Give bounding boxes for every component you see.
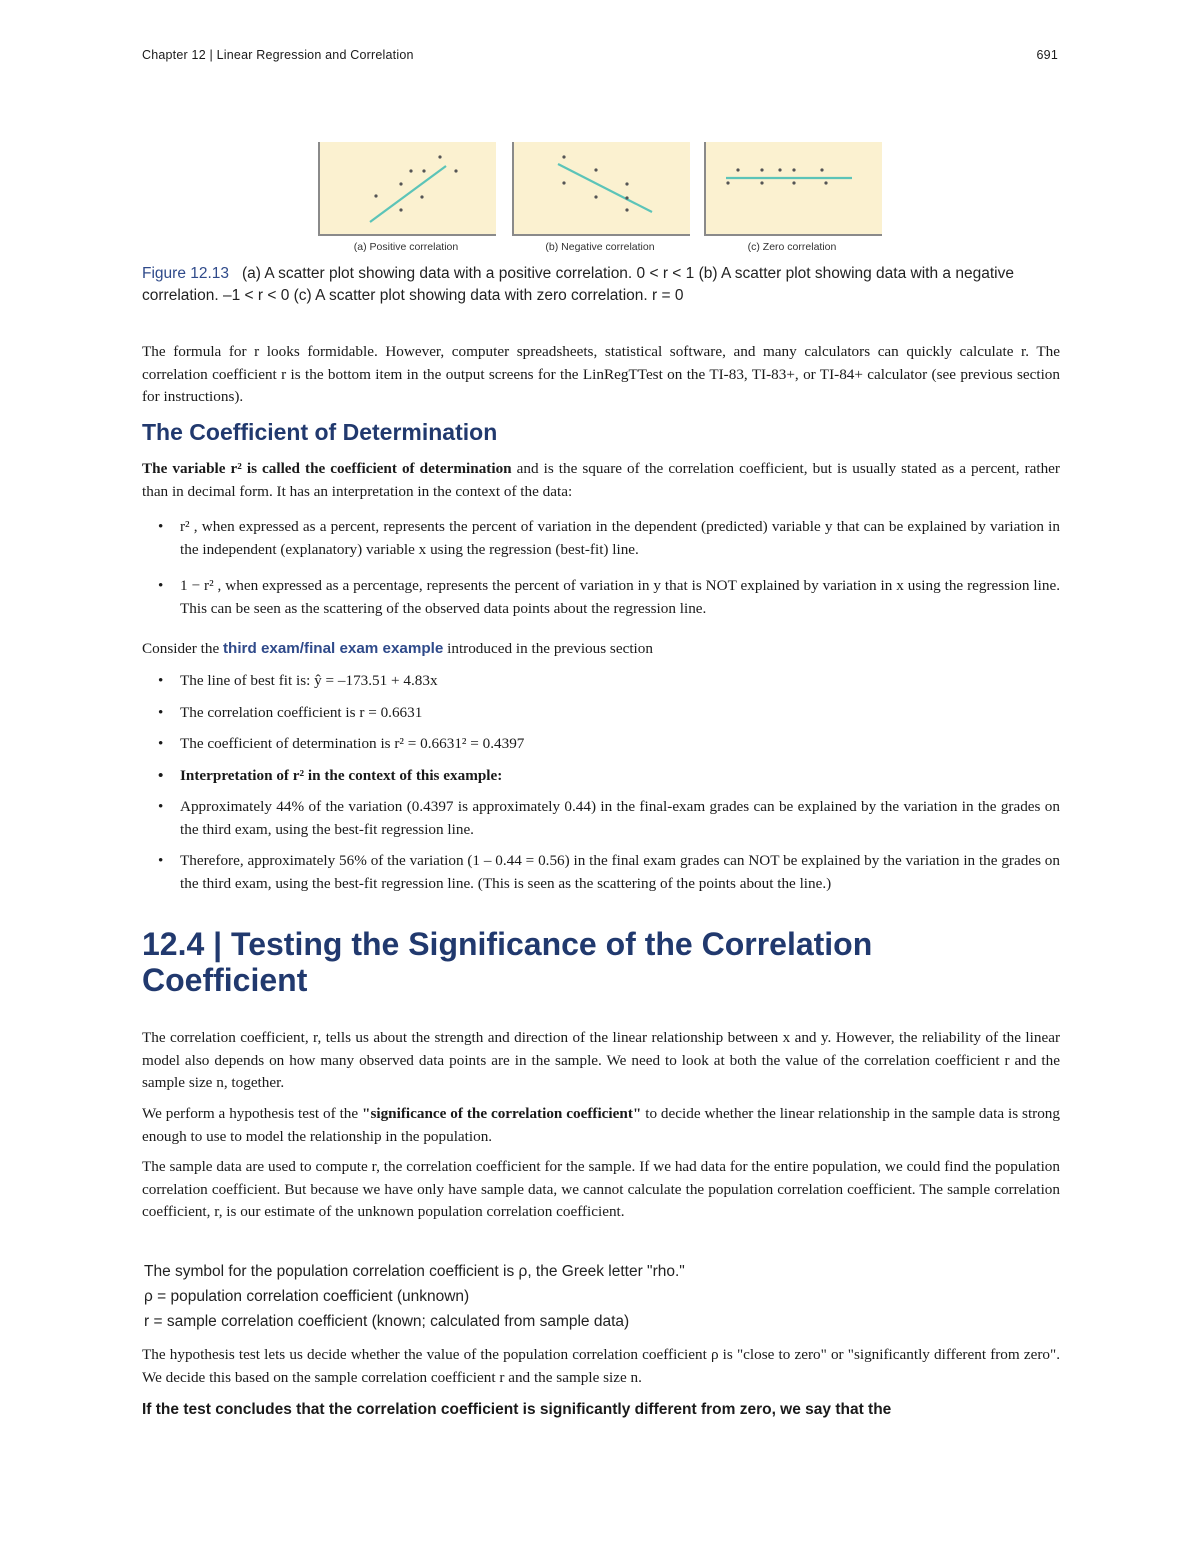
paragraph-conclusion-start: If the test concludes that the correlation coefficient is significantly different from zero, we say that the (142, 1401, 892, 1418)
data-point (594, 195, 597, 198)
data-point (562, 181, 565, 184)
panel-label: (c) Zero correlation (747, 241, 837, 253)
symbol-line: The symbol for the population correlation coefficient is ρ, the Greek letter "rho." (144, 1263, 685, 1280)
panel-label: (a) Positive correlation (353, 241, 459, 253)
list-item: • The correlation coefficient is r = 0.6631 (142, 702, 1060, 725)
figure-caption (142, 263, 1062, 307)
data-point (792, 181, 795, 184)
definition-rest: and is the square of the correlation coefficient, but is usually stated as a percent, rather than in decimal form. It has an interpretation in the context of the data: (142, 460, 1060, 500)
data-point (625, 208, 628, 211)
data-point (399, 208, 402, 211)
data-point (760, 181, 763, 184)
data-point (420, 195, 423, 198)
data-point (625, 182, 628, 185)
section-heading-testing-significance (142, 926, 872, 998)
regression-line (558, 164, 652, 212)
data-point (824, 181, 827, 184)
heading-line: 12.4 | Testing the Significance of the Correlation (142, 926, 873, 962)
data-point (409, 169, 412, 172)
data-point (399, 182, 402, 185)
symbol-line: ρ = population correlation coefficient (unknown) (144, 1288, 470, 1305)
paragraph-hypothesis-decision: The hypothesis test lets us decide whether the value of the population correlation coefficient ρ is "close to zero" or "significantly different from zero". We decide this based on the sample correlation coefficient r and the sample size n. (142, 1346, 1060, 1386)
text-bold: "significance of the correlation coefficient" (362, 1105, 642, 1122)
example-link[interactable]: third exam/final exam example (223, 640, 444, 657)
page-number: 691 (1036, 48, 1058, 62)
intro-paragraph: The formula for r looks formidable. However, computer spreadsheets, statistical software, and many calculators can quickly calculate r. The correlation coefficient r is the bottom item in the output screens for the LinRegTTest on the TI-83, TI-83+, or TI-84+ calculator (see previous section for instructions). (142, 343, 1060, 405)
determination-definition (142, 458, 1060, 503)
consider-pre: Consider the (142, 640, 223, 657)
consider-post: introduced in the previous section (443, 640, 653, 657)
panel-negative (512, 142, 690, 236)
figure-scatter-panels (318, 142, 882, 258)
definition-bold: The variable r² is called the coefficient of determination (142, 460, 512, 477)
data-point (778, 168, 781, 171)
list-item: • Therefore, approximately 56% of the variation (1 – 0.44 = 0.56) in the final exam grades can NOT be explained by the variation in the grades on the third exam, using the best-fit regression line. (This is seen as the scattering of the points about the line.) (142, 850, 1060, 895)
panel-zero (704, 142, 882, 236)
data-point (820, 168, 823, 171)
panel-label: (b) Negative correlation (545, 241, 655, 253)
regression-line (370, 166, 446, 222)
chapter-title: Chapter 12 | Linear Regression and Correlation (142, 48, 414, 62)
data-point (562, 155, 565, 158)
zero-scatter-plot (706, 142, 882, 234)
list-item: • 1 − r² , when expressed as a percentage, represents the percent of variation in y that is NOT explained by variation in x using the regression line. This can be seen as the scattering of the observed data points about the regression line. (142, 575, 1060, 620)
data-point (438, 155, 441, 158)
list-item: • The coefficient of determination is r² = 0.6631² = 0.4397 (142, 733, 1060, 756)
data-point (726, 181, 729, 184)
paragraph-reliability: The correlation coefficient, r, tells us about the strength and direction of the linear relationship between x and y. However, the reliability of the linear model also depends on how many observed data points are in the sample. We need to look at both the value of the correlation coefficient r and the sample size n, together. (142, 1029, 1060, 1091)
panel-positive (318, 142, 496, 236)
list-item: • The line of best fit is: ŷ = –173.51 + 4.83x (142, 670, 1060, 693)
caption-text: (a) A scatter plot showing data with a positive correlation. 0 < r < 1 (b) A scatter plot showing data with a negative correlation. –1 < r < 0 (c) A scatter plot showing data with zero correlation. r = 0 (142, 265, 1014, 304)
text-pre: We perform a hypothesis test of the (142, 1105, 363, 1122)
list-item: • Approximately 44% of the variation (0.4397 is approximately 0.44) in the final-exam grades can be explained by the variation in the grades on the third exam, using the best-fit regression line. (142, 796, 1060, 841)
negative-scatter-plot (514, 142, 690, 234)
section-heading-coefficient-of-determination: The Coefficient of Determination (142, 419, 498, 445)
data-point (625, 196, 628, 199)
paragraph-hypothesis-test (142, 1103, 1060, 1148)
data-point (454, 169, 457, 172)
data-point (736, 168, 739, 171)
symbol-definitions (144, 1259, 1060, 1334)
data-point (422, 169, 425, 172)
list-item: • Interpretation of r² in the context of this example: (142, 765, 1060, 788)
data-point (374, 194, 377, 197)
heading-line: Coefficient (142, 962, 308, 998)
data-point (792, 168, 795, 171)
interpretation-list (142, 516, 1060, 620)
running-head (142, 48, 1058, 62)
paragraph-sample-data: The sample data are used to compute r, the correlation coefficient for the sample. If we had data for the entire population, we could find the population correlation coefficient. But because we have only have sample data, we cannot calculate the population correlation coefficient. The sample correlation coefficient, r, is our estimate of the unknown population correlation coefficient. (142, 1158, 1060, 1220)
text-post: to decide whether the linear relationship in the sample data is strong enough to use to model the relationship in the population. (142, 1105, 1060, 1145)
symbol-line: r = sample correlation coefficient (known; calculated from sample data) (144, 1313, 630, 1330)
example-list (142, 670, 1060, 895)
positive-scatter-plot (320, 142, 496, 234)
consider-example-line (142, 638, 1060, 661)
list-item: • r² , when expressed as a percent, represents the percent of variation in the dependent (predicted) variable y that can be explained by variation in the independent (explanatory) variable x using the regression (best-fit) line. (142, 516, 1060, 561)
caption-label: Figure 12.13 (142, 265, 230, 282)
data-point (760, 168, 763, 171)
data-point (594, 168, 597, 171)
